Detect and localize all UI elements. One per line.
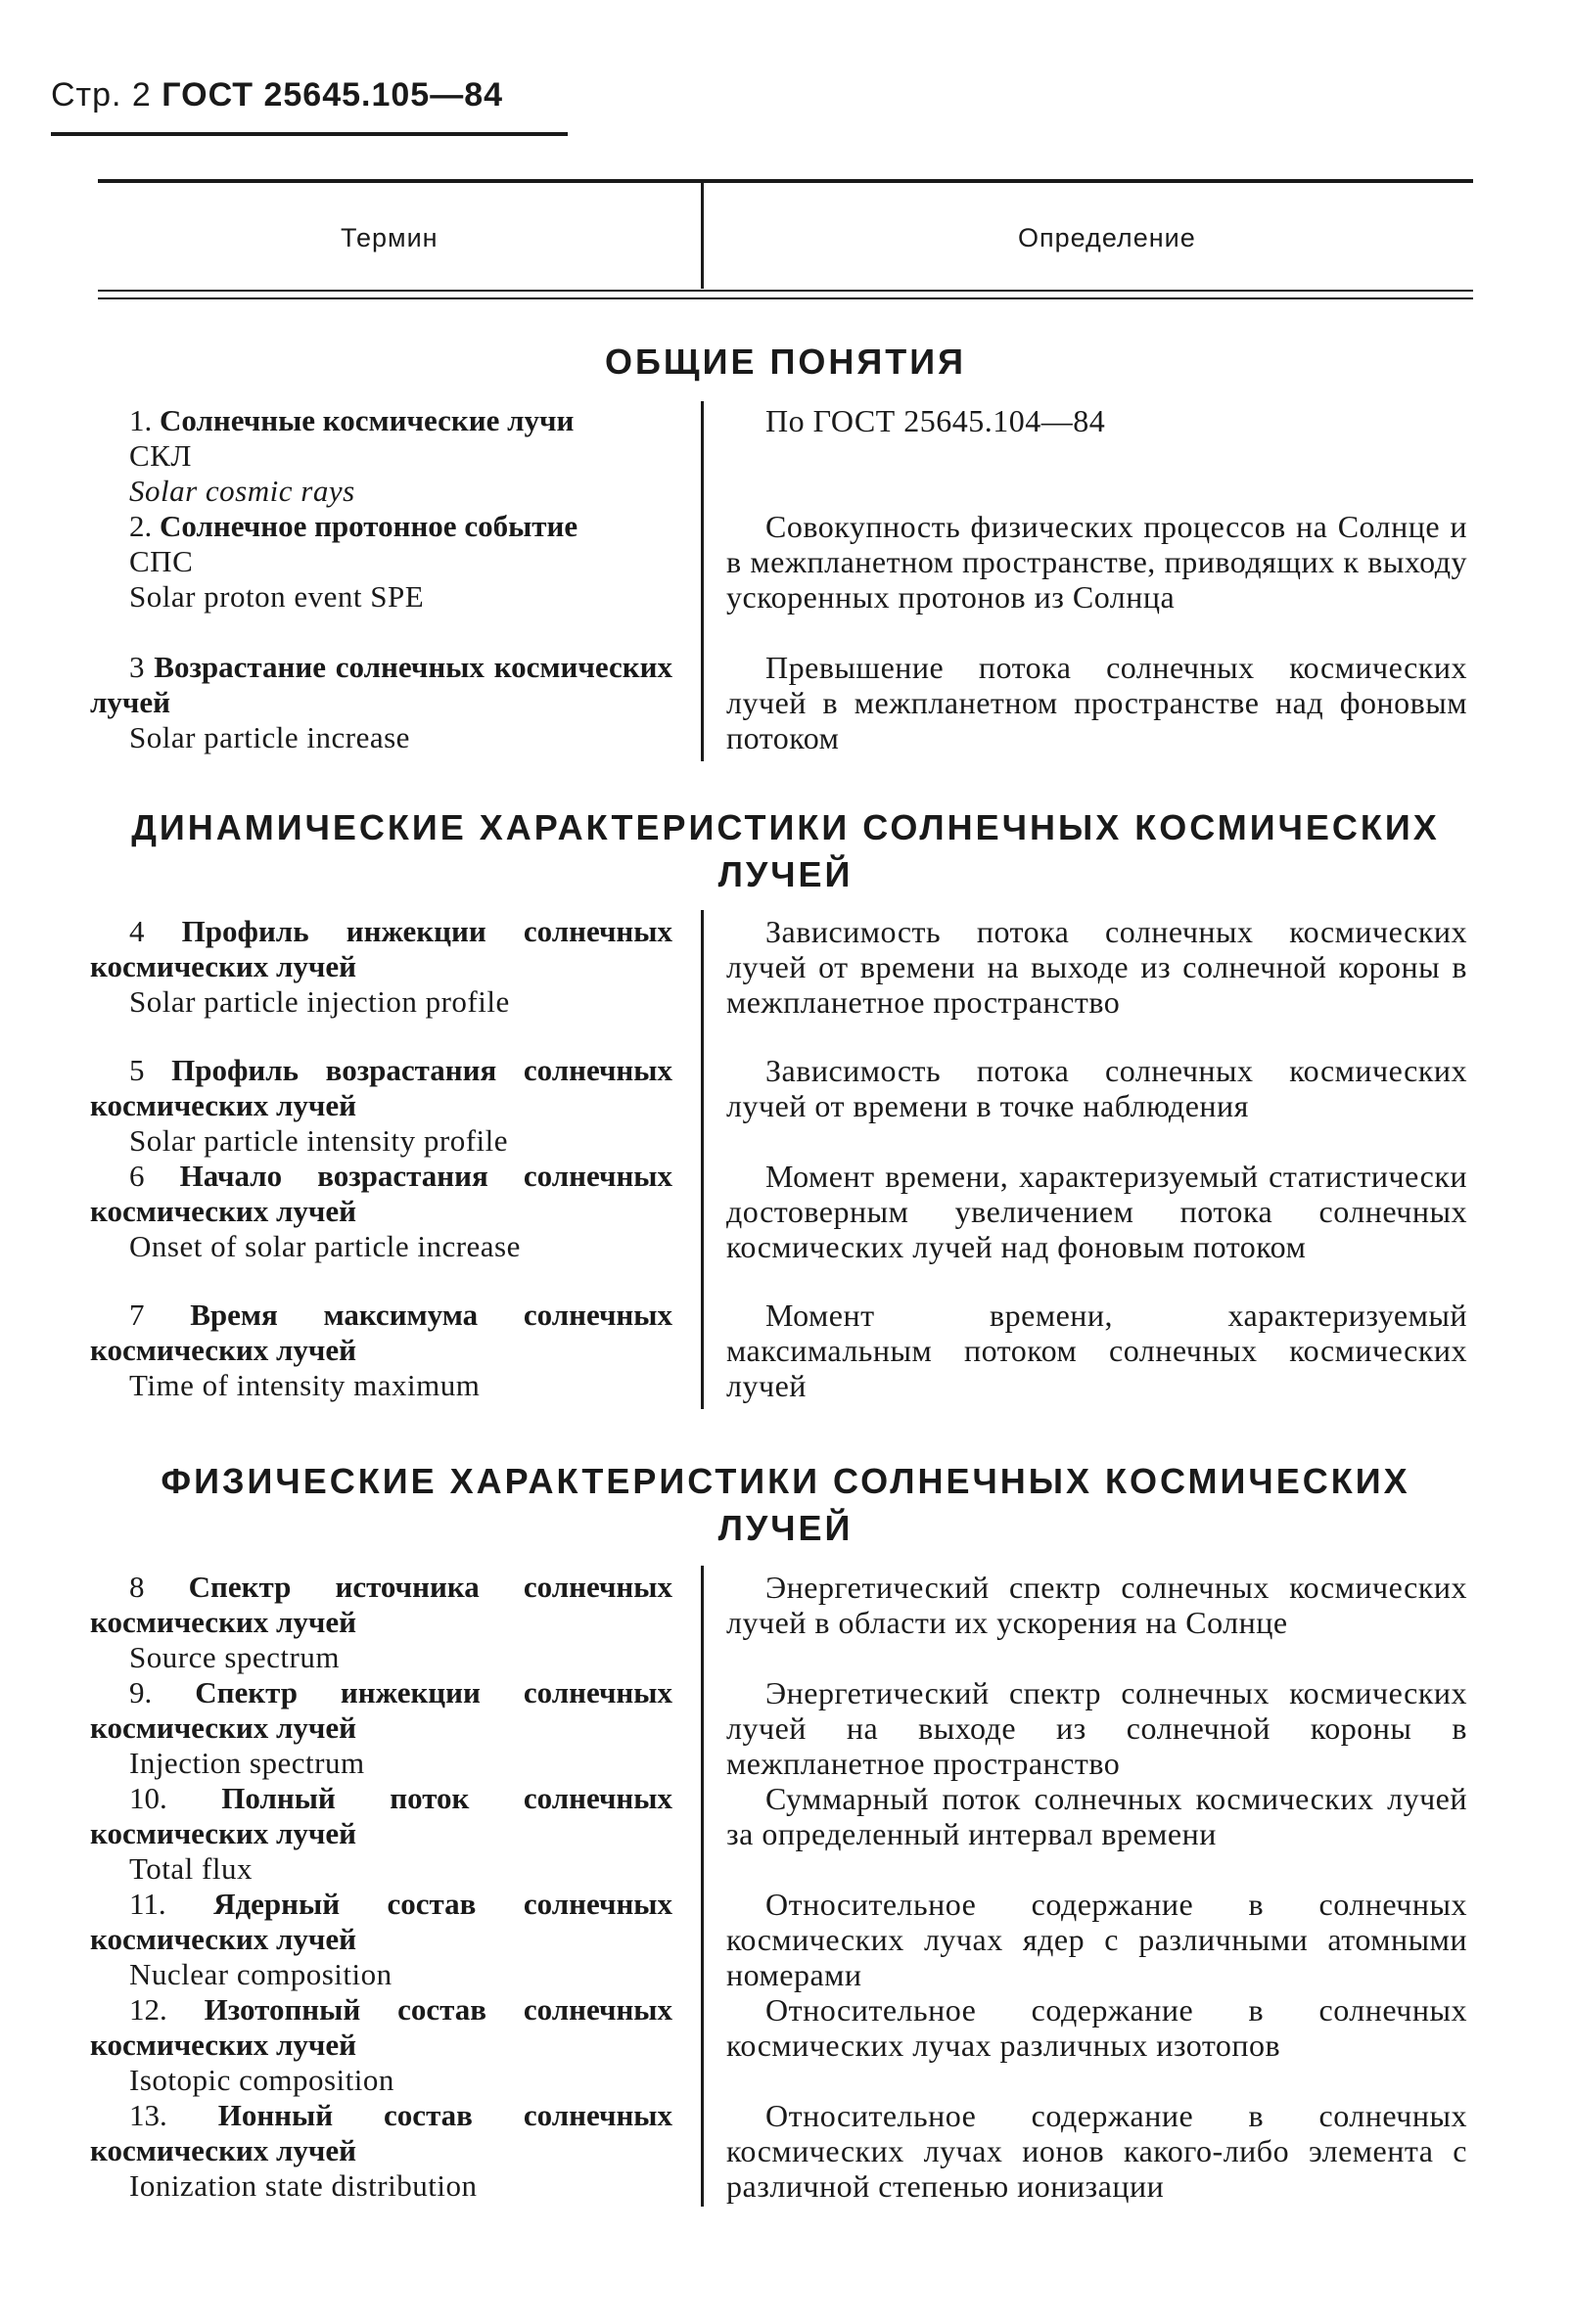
term-english: Source spectrum xyxy=(129,1640,340,1674)
table-head-rule-1 xyxy=(98,290,1473,292)
term-entry-5 xyxy=(90,1053,672,1159)
term-entry-7 xyxy=(90,1298,672,1403)
term-number: 2. xyxy=(129,509,153,543)
term-name: Полный поток солнечных космических лучей xyxy=(90,1781,672,1850)
definition-10: Суммарный поток солнечных космических лучей за определенный интервал времени xyxy=(726,1781,1467,1851)
term-english: Total flux xyxy=(129,1851,253,1886)
term-entry-10 xyxy=(90,1781,672,1887)
term-entry-3 xyxy=(90,650,672,755)
definition-3: Превышение потока солнечных космических лучей в межпланетном пространстве над фоновым потоком xyxy=(726,650,1467,755)
definition-2: Совокупность физических процессов на Солнце и в межпланетном пространстве, приводящих к выходу ускоренных протонов из Солнца xyxy=(726,509,1467,615)
term-number: 6 xyxy=(129,1159,145,1193)
section-title-line: ДИНАМИЧЕСКИЕ ХАРАКТЕРИСТИКИ СОЛНЕЧНЫХ КОСМИЧЕСКИХ xyxy=(131,807,1440,847)
section-title-line: ЛУЧЕЙ xyxy=(717,854,854,894)
column-divider-section-1 xyxy=(701,401,704,761)
term-abbreviation: СКЛ xyxy=(129,438,192,473)
term-number: 13. xyxy=(129,2098,167,2132)
definition-7: Момент времени, характеризуемый максимальным потоком солнечных космических лучей xyxy=(726,1298,1467,1403)
section-title-dynamic xyxy=(98,804,1473,898)
term-english: Onset of solar particle increase xyxy=(129,1229,521,1263)
term-name: Солнечные космические лучи xyxy=(160,403,575,437)
term-english: Isotopic composition xyxy=(129,2063,394,2097)
definition-13: Относительное содержание в солнечных космических лучах ионов какого-либо элемента с различной степенью ионизации xyxy=(726,2098,1467,2204)
term-english: Time of intensity maximum xyxy=(129,1368,481,1402)
column-divider-header xyxy=(701,183,704,289)
term-number: 1. xyxy=(129,403,153,437)
definition-1: По ГОСТ 25645.104—84 xyxy=(765,403,1106,438)
definition-11: Относительное содержание в солнечных космических лучах ядер с различными атомными номерами xyxy=(726,1887,1467,1992)
term-number: 8 xyxy=(129,1570,145,1604)
term-entry-6 xyxy=(90,1159,672,1264)
term-entry-8 xyxy=(90,1570,672,1675)
definition-12: Относительное содержание в солнечных космических лучах различных изотопов xyxy=(726,1992,1467,2063)
term-name: Солнечное протонное событие xyxy=(160,509,578,543)
term-name: Профиль инжекции солнечных космических лучей xyxy=(90,914,672,983)
term-english: Solar particle intensity profile xyxy=(129,1123,509,1158)
term-english: Solar cosmic rays xyxy=(129,474,355,508)
term-entry-4 xyxy=(90,914,672,1020)
term-entry-11 xyxy=(90,1887,672,1992)
definition-9: Энергетический спектр солнечных космических лучей на выходе из солнечной короны в межпланетное пространство xyxy=(726,1675,1467,1781)
term-name: Начало возрастания солнечных космических лучей xyxy=(90,1159,673,1228)
term-number: 9. xyxy=(129,1675,153,1709)
term-english: Solar proton event SPE xyxy=(129,579,425,614)
page-number: Стр. 2 xyxy=(51,76,152,114)
term-number: 10. xyxy=(129,1781,167,1815)
term-name: Возрастание солнечных космических лучей xyxy=(90,650,672,719)
column-header-definition: Определение xyxy=(1018,223,1196,252)
definition-8: Энергетический спектр солнечных космических лучей в области их ускорения на Солнце xyxy=(726,1570,1467,1640)
definition-5: Зависимость потока солнечных космических лучей от времени в точке наблюдения xyxy=(726,1053,1467,1123)
term-entry-13 xyxy=(90,2098,672,2204)
term-name: Спектр источника солнечных космических лучей xyxy=(90,1570,673,1639)
page-header xyxy=(51,76,503,114)
term-number: 11. xyxy=(129,1887,166,1921)
definition-4: Зависимость потока солнечных космических лучей от времени на выходе из солнечной короны в межпланетное пространство xyxy=(726,914,1467,1020)
section-title-physical xyxy=(98,1458,1473,1552)
definition-6: Момент времени, характеризуемый статистически достоверным увеличением потока солнечных космических лучей над фоновым потоком xyxy=(726,1159,1467,1264)
column-divider-section-3 xyxy=(701,1566,704,2207)
term-name: Профиль возрастания солнечных космических лучей xyxy=(90,1053,672,1122)
term-number: 12. xyxy=(129,1992,167,2027)
term-name: Ионный состав солнечных космических лучей xyxy=(90,2098,673,2167)
term-entry-12 xyxy=(90,1992,672,2098)
term-entry-1 xyxy=(90,403,672,509)
column-divider-section-2 xyxy=(701,910,704,1409)
term-abbreviation: СПС xyxy=(129,544,194,578)
term-entry-9 xyxy=(90,1675,672,1781)
standard-number: ГОСТ 25645.105—84 xyxy=(162,76,504,114)
term-english: Ionization state distribution xyxy=(129,2168,478,2203)
term-number: 5 xyxy=(129,1053,145,1087)
term-number: 4 xyxy=(129,914,145,948)
term-name: Время максимума солнечных космических лучей xyxy=(90,1298,672,1367)
term-name: Спектр инжекции солнечных космических лучей xyxy=(90,1675,672,1745)
term-name: Изотопный состав солнечных космических лучей xyxy=(90,1992,673,2062)
header-underline xyxy=(51,132,568,136)
section-title-line: ФИЗИЧЕСКИЕ ХАРАКТЕРИСТИКИ СОЛНЕЧНЫХ КОСМИЧЕСКИХ xyxy=(161,1461,1410,1501)
term-english: Injection spectrum xyxy=(129,1746,365,1780)
term-number: 3 xyxy=(129,650,145,684)
table-top-rule xyxy=(98,179,1473,183)
term-english: Solar particle increase xyxy=(129,720,410,754)
term-entry-2 xyxy=(90,509,672,615)
table-head-rule-2 xyxy=(98,297,1473,299)
section-title-line: ЛУЧЕЙ xyxy=(717,1508,854,1548)
term-name: Ядерный состав солнечных космических лучей xyxy=(90,1887,673,1956)
term-english: Nuclear composition xyxy=(129,1957,393,1991)
term-english: Solar particle injection profile xyxy=(129,984,510,1019)
term-number: 7 xyxy=(129,1298,145,1332)
section-title-general: ОБЩИЕ ПОНЯТИЯ xyxy=(605,342,966,382)
column-header-term: Термин xyxy=(341,223,439,252)
